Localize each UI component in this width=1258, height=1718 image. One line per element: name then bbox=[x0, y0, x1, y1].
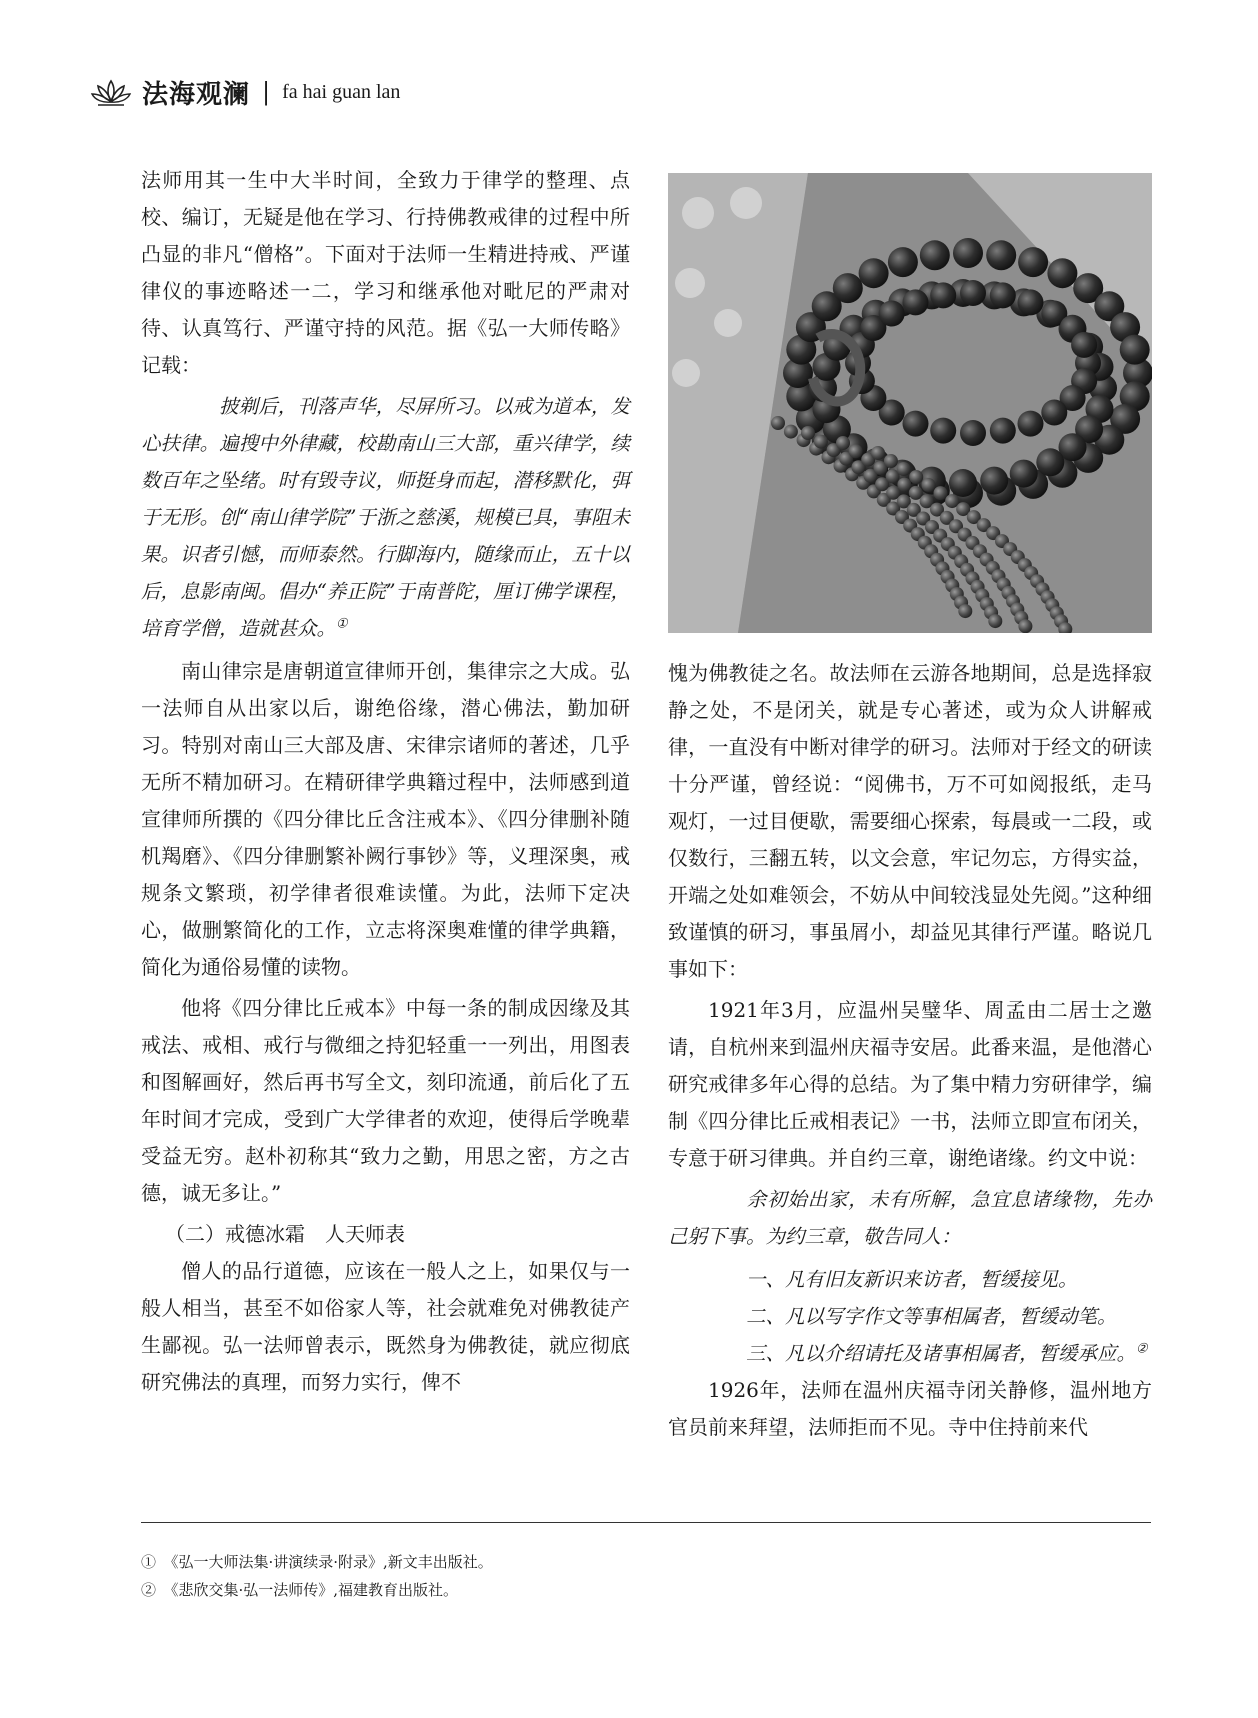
bead bbox=[784, 425, 798, 439]
bead bbox=[888, 247, 918, 277]
bead bbox=[897, 462, 911, 476]
bead bbox=[960, 420, 986, 446]
bead bbox=[903, 289, 929, 315]
bead bbox=[884, 454, 898, 468]
section-heading: （二）戒德冰霜 人天师表 bbox=[165, 1222, 405, 1246]
bead bbox=[949, 469, 977, 497]
quote-text: 披剃后，刊落声华，尽屏所习。以戒为道本，发心扶律。遍搜中外律藏，校勘南山三大部，重兴律学，续数百年之坠绪。时有毁寺议，师挺身而起，潜移默化，弭于无形。创“南山律学院”于浙之慈溪，规模已具，事阻未果。识者引憾，而师泰然。行脚海内，随缘而止，五十以后，息影南闽。倡办“养正院”于南普陀，厘订佛学课程，培育学僧，造就甚众。 bbox=[141, 395, 630, 640]
paragraph: 愧为佛教徒之名。故法师在云游各地期间，总是选择寂静之处，不是闭关，就是专心著述，或为众人讲解戒律，一直没有中断对律学的研习。法师对于经文的研读十分严谨，曾经说：“阅佛书，万不可如阅报纸，走马观灯，一过目便歇，需要细心探索，每晨或一二段，或仅数行，三翻五转，以文会意，牢记勿忘，方得实益，开端之处如难领会，不妨从中间较浅显处先阅。”这种细致谨慎的研习，事虽屑小，却益见其律行严谨。略说几事如下： bbox=[668, 661, 1152, 981]
bead bbox=[897, 478, 911, 492]
bead bbox=[934, 486, 948, 500]
bead bbox=[988, 614, 1002, 628]
right-column bbox=[668, 655, 1152, 1450]
bead bbox=[814, 435, 828, 449]
quote-line bbox=[668, 1335, 1152, 1372]
bead bbox=[871, 446, 885, 460]
footnote-ref: ② bbox=[1136, 1341, 1148, 1357]
bead bbox=[859, 258, 889, 288]
bead bbox=[1018, 247, 1048, 277]
bead bbox=[1047, 258, 1077, 288]
quote-block bbox=[668, 1181, 1152, 1255]
quote-line bbox=[668, 1298, 1152, 1335]
bead bbox=[1071, 332, 1097, 358]
bead bbox=[1010, 460, 1038, 488]
quote-text: 三、凡以介绍请托及诸事相属者，暂缓承应。 bbox=[746, 1342, 1137, 1365]
bead bbox=[922, 478, 936, 492]
paragraph: 法师用其一生中大半时间，全致力于律学的整理、点校、编订，无疑是他在学习、行持佛教戒律的过程中所凸显的非凡“僧格”。下面对于法师一生精进持戒、严谨律仪的事迹略述一二，学习和继承他对毗尼的严肃对待、认真笃行、严谨守持的风范。据《弘一大师传略》记载： bbox=[141, 168, 630, 377]
bead bbox=[1036, 448, 1064, 476]
header-separator: | bbox=[262, 78, 271, 106]
photo-illustration bbox=[668, 173, 1152, 633]
bead bbox=[903, 411, 929, 437]
footnote-ref: ① bbox=[336, 616, 348, 632]
footnote-2: ② 《悲欣交集·弘一法师传》,福建教育出版社。 bbox=[141, 1581, 459, 1599]
bead bbox=[986, 240, 1016, 270]
lotus-icon bbox=[90, 77, 132, 107]
journal-title: 法海观澜 bbox=[142, 79, 251, 110]
bead bbox=[833, 273, 863, 303]
bead bbox=[960, 280, 986, 306]
bead bbox=[836, 436, 850, 450]
paragraph: 他将《四分律比丘戒本》中每一条的制成因缘及其戒法、戒相、戒行与微细之持犯轻重一一列出，用图表和图解画好，然后再书写全文，刻印流通，前后化了五年时间才完成，受到广大学律者的欢迎，使得后学晚辈受益无穷。赵朴初称其“致力之勤，用思之密，方之古德，诚无多让。” bbox=[141, 996, 630, 1205]
quote-text: 余初始出家，未有所解，急宜息诸缘物，先办己躬下事。为约三章，敬告同人： bbox=[668, 1188, 1152, 1248]
quote-text: 一、凡有旧友新识来访者，暂缓接见。 bbox=[746, 1268, 1078, 1291]
bead bbox=[958, 604, 972, 618]
footnote-divider bbox=[141, 1522, 1151, 1523]
bead bbox=[1018, 411, 1044, 437]
footnotes bbox=[141, 1548, 1151, 1604]
paragraph: 僧人的品行道德，应该在一般人之上，如果仅与一般人相当，甚至不如俗家人等，社会就难免对佛教徒产生鄙视。弘一法师曾表示，既然身为佛教徒，就应彻底研究佛法的真理，而努力实行，俾不 bbox=[141, 1259, 630, 1394]
bead bbox=[930, 418, 956, 444]
bead bbox=[920, 240, 950, 270]
page-header bbox=[90, 72, 400, 112]
quote-line bbox=[668, 1261, 1152, 1298]
bead bbox=[879, 301, 905, 327]
prayer-beads-photo bbox=[668, 173, 1152, 633]
bead bbox=[953, 238, 983, 268]
bead bbox=[849, 444, 863, 458]
footnote-1: ① 《弘一大师法集·讲演续录·附录》,新文丰出版社。 bbox=[141, 1553, 493, 1571]
bead bbox=[990, 418, 1016, 444]
quote-block bbox=[141, 388, 630, 647]
bead bbox=[909, 470, 923, 484]
bead bbox=[1120, 335, 1150, 365]
paragraph: 1921年3月，应温州吴璧华、周孟由二居士之邀请，自杭州来到温州庆福寺安居。此番来温，是他潜心研究戒律多年心得的总结。为了集中精力穷研律学，编制《四分律比丘戒相表记》一书，法师立即宣布闭关，专意于研习律典。并自约三章，谢绝诸缘。约文中说： bbox=[668, 998, 1152, 1170]
bead bbox=[771, 416, 785, 430]
bead bbox=[1041, 400, 1067, 426]
journal-pinyin: fa hai guan lan bbox=[282, 80, 401, 103]
paragraph: 南山律宗是唐朝道宣律师开创，集律宗之大成。弘一法师自从出家以后，谢绝俗缘，潜心佛法，勤加研习。特别对南山三大部及唐、宋律宗诸师的著述，几乎无所不精加研习。在精研律学典籍过程中，法师感到道宣律师所撰的《四分律比丘含注戒本》、《四分律删补随机羯磨》、《四分律删繁补阙行事钞》等，义理深奥，戒规条文繁琐，初学律者很难读懂。为此，法师下定决心，做删繁简化的工作，立志将深奥难懂的律学典籍，简化为通俗易懂的读物。 bbox=[141, 659, 630, 979]
bead bbox=[1018, 619, 1032, 633]
paragraph: 1926年，法师在温州庆福寺闭关静修，温州地方官员前来拜望，法师拒而不见。寺中住持前来代 bbox=[668, 1378, 1152, 1439]
quote-text: 二、凡以写字作文等事相属者，暂缓动笔。 bbox=[746, 1305, 1117, 1328]
bead bbox=[801, 426, 815, 440]
bead bbox=[990, 282, 1016, 308]
bead bbox=[930, 282, 956, 308]
bead bbox=[980, 467, 1008, 495]
left-column bbox=[141, 162, 630, 1405]
bead bbox=[1018, 289, 1044, 315]
